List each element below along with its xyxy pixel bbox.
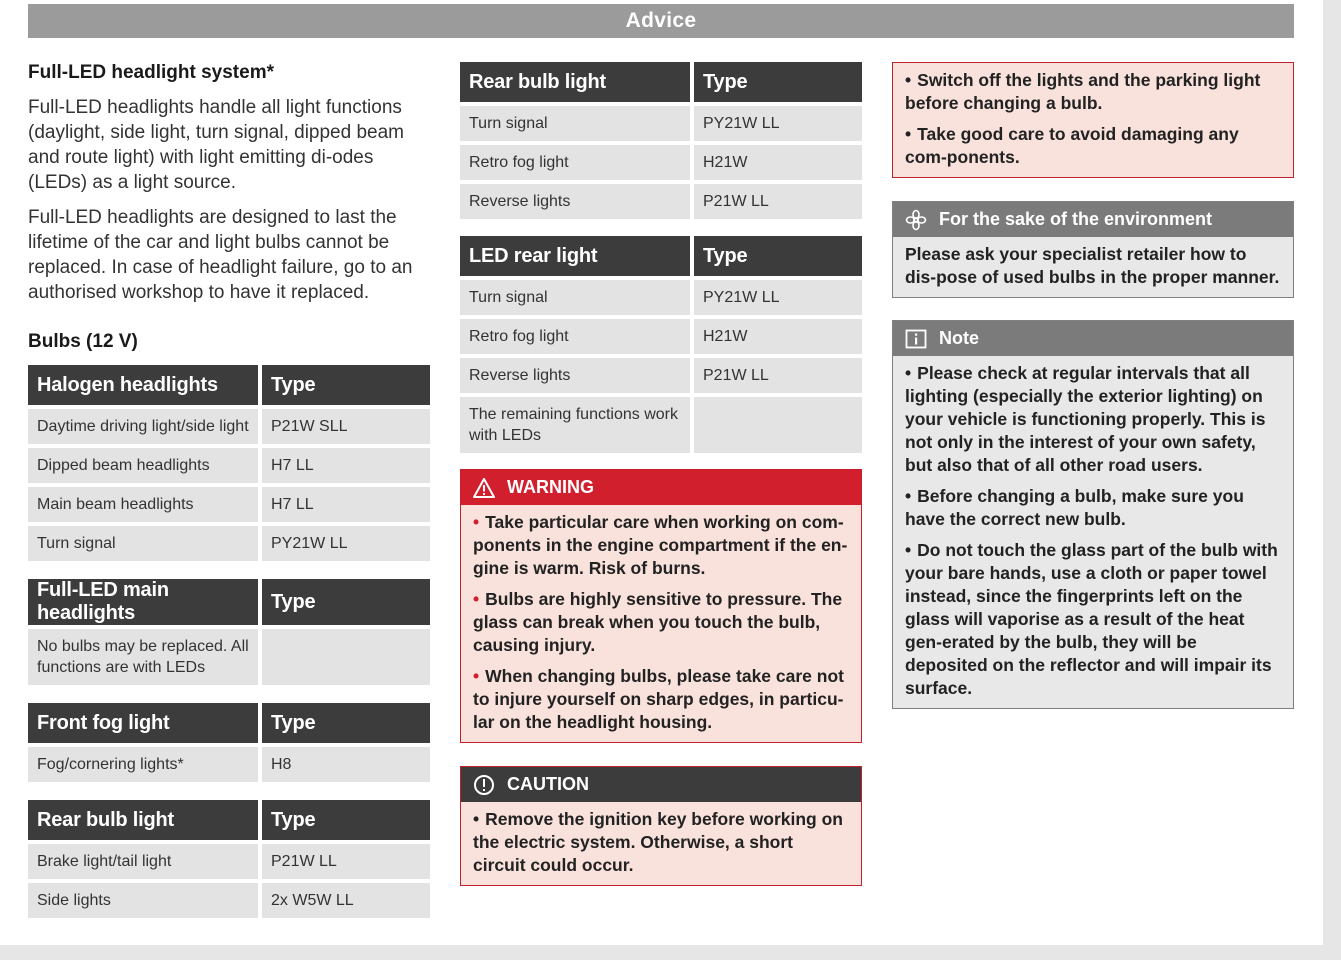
table-header-type: Type [262,579,430,625]
table-header-type: Type [262,800,430,840]
table-header: Full-LED main headlights [28,579,262,625]
list-item: • Switch off the lights and the parking light before changing a bulb. [905,70,1261,113]
table-header: LED rear light [460,236,694,276]
table-row [28,844,430,879]
led-system-para-2: Full-LED headlights are designed to last the lifetime of the car and light bulbs cannot be replaced. In case of headlight failure, go to an authorised workshop to have it replaced. [28,207,413,303]
caution-header [461,767,861,802]
list-item: • Before changing a bulb, make sure you have the correct new bulb. [905,486,1244,529]
table-cell: Turn signal [460,106,694,141]
table-cell: Turn signal [460,280,694,315]
table-cell: Fog/cornering lights* [28,747,262,782]
info-icon [905,328,927,350]
led-system-para-1: Full-LED headlights handle all light functions (daylight, side light, turn signal, dipped beam and route light) with light emitting di-odes (LEDs) as a light source. [28,97,405,193]
note-content [893,356,1293,708]
table-header: Halogen headlights [28,365,262,405]
column-middle [460,62,862,886]
table-cell: H7 LL [262,448,430,483]
list-item: • Take particular care when working on com-ponents in the engine compartment if the en-gine is warm. Risk of burns. [473,512,848,578]
table-header-type: Type [262,703,430,743]
table-row [460,184,862,219]
rear-bulb-table-2 [460,58,862,223]
table-header-type: Type [262,365,430,405]
list-item: • When changing bulbs, please take care not to injure yourself on sharp edges, in particu-lar on the headlight housing. [473,666,844,732]
table-cell: P21W SLL [262,409,430,444]
exclamation-circle-icon [473,774,495,796]
table-header: Front fog light [28,703,262,743]
table-cell: PY21W LL [262,526,430,561]
table-cell: Turn signal [28,526,262,561]
column-left [28,60,430,922]
table-cell: The remaining functions work with LEDs [460,397,694,453]
table-cell: PY21W LL [694,106,862,141]
environment-header [893,202,1293,237]
table-row [460,145,862,180]
flower-icon [905,209,927,231]
caution-content [461,802,861,885]
table-cell: Brake light/tail light [28,844,262,879]
table-cell: P21W LL [262,844,430,879]
table-cell: PY21W LL [694,280,862,315]
table-row [460,319,862,354]
table-cell [262,629,430,685]
list-item: • Do not touch the glass part of the bulb with your bare hands, use a cloth or paper towel instead, since the fingerprints left on the glass will vaporise as a result of the heat gen-erated by the bulb, they will be deposited on the reflector and will impair its surface. [905,540,1278,698]
table-row [28,487,430,522]
led-rear-table [460,232,862,457]
environment-text: Please ask your specialist retailer how to dis-pose of used bulbs in the proper manner. [905,244,1280,287]
table-row [28,747,430,782]
environment-box [892,201,1294,298]
led-main-table [28,575,430,689]
section-banner: Advice [28,4,1294,38]
table-cell: Side lights [28,883,262,918]
warning-box [460,469,862,743]
table-header-type: Type [694,236,862,276]
table-cell: Reverse lights [460,184,694,219]
note-title: Note [939,328,979,348]
table-row [28,448,430,483]
list-item: • Please check at regular intervals that all lighting (especially the exterior lighting) on your vehicle is functioning properly. This is not only in the interest of your own safety, but also that of all other road users. [905,363,1266,475]
table-cell: P21W LL [694,358,862,393]
rear-bulb-table-1 [28,796,430,922]
list-item: • Take good care to avoid damaging any com-ponents. [905,124,1239,167]
table-cell: No bulbs may be replaced. All functions are with LEDs [28,629,262,685]
table-cell: Main beam headlights [28,487,262,522]
caution-box [460,766,862,886]
led-system-heading: Full-LED headlight system* [28,62,274,83]
table-row [460,106,862,141]
column-right [892,62,1294,709]
table-row [28,526,430,561]
table-cell: Retro fog light [460,145,694,180]
warning-title: WARNING [507,477,594,497]
table-row [460,280,862,315]
table-cell: H21W [694,145,862,180]
note-header [893,321,1293,356]
table-row [28,629,430,685]
table-cell: 2x W5W LL [262,883,430,918]
list-item: • Remove the ignition key before working on the electric system. Otherwise, a short circuit could occur. [473,809,843,875]
warning-triangle-icon [473,477,495,499]
table-cell: H21W [694,319,862,354]
halogen-table [28,361,430,565]
environment-title: For the sake of the environment [939,209,1213,229]
table-cell: H7 LL [262,487,430,522]
table-cell: Dipped beam headlights [28,448,262,483]
bulbs-heading: Bulbs (12 V) [28,331,138,352]
table-row [28,409,430,444]
table-row [460,397,862,453]
warning-content [461,505,861,742]
table-cell: Reverse lights [460,358,694,393]
table-row [460,358,862,393]
note-box [892,320,1294,709]
environment-content [893,237,1293,297]
table-cell: H8 [262,747,430,782]
table-header: Rear bulb light [28,800,262,840]
list-item: • Bulbs are highly sensitive to pressure. The glass can break when you touch the bulb, causing injury. [473,589,843,655]
front-fog-table [28,699,430,786]
notice-content [893,63,1293,177]
caution-title: CAUTION [507,774,589,794]
table-cell: Retro fog light [460,319,694,354]
table-row [28,883,430,918]
warning-header [461,470,861,505]
table-cell: Daytime driving light/side light [28,409,262,444]
table-header: Rear bulb light [460,62,694,102]
bulb-change-notice [892,62,1294,178]
table-header-type: Type [694,62,862,102]
table-cell [694,397,862,453]
table-cell: P21W LL [694,184,862,219]
